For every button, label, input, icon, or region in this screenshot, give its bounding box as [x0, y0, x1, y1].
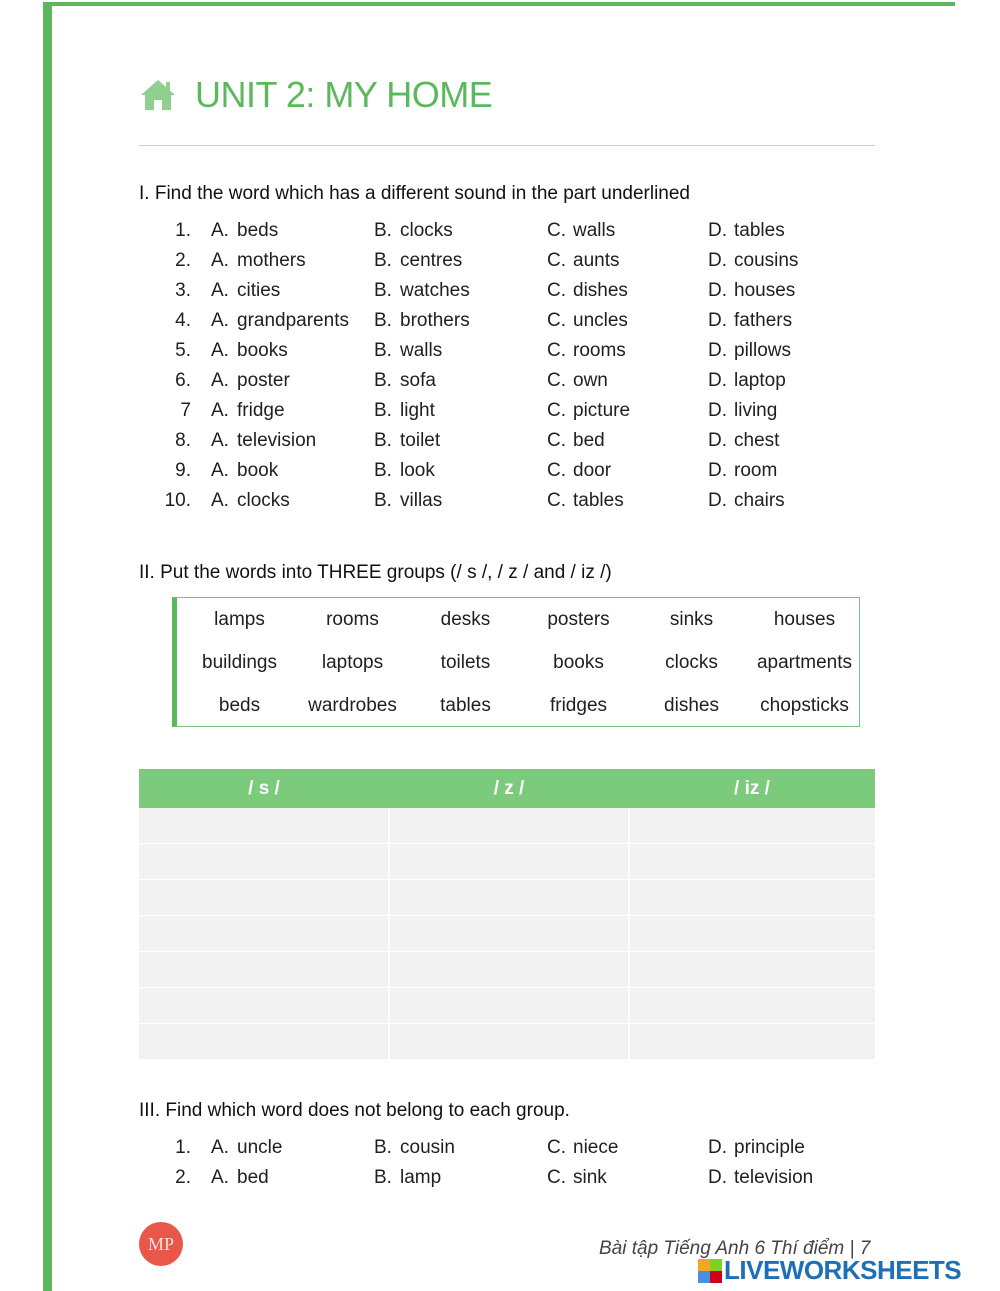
option-word: villas — [400, 490, 443, 511]
option-letter: A. — [211, 340, 229, 361]
option-word: chairs — [734, 490, 785, 511]
word-bank-item: dishes — [664, 695, 719, 716]
option-c — [547, 310, 628, 332]
option-letter: A. — [211, 460, 229, 481]
option-letter: C. — [547, 490, 566, 511]
option-word: brothers — [400, 310, 470, 331]
option-word: grandparents — [237, 310, 349, 331]
option-word: mothers — [237, 250, 306, 271]
section-3-questions — [139, 1137, 899, 1197]
option-d — [708, 220, 785, 242]
answer-cell-iz[interactable] — [629, 988, 875, 1024]
word-bank-item: beds — [218, 695, 261, 716]
column-header-iz: / iz / — [629, 769, 875, 808]
option-letter: B. — [374, 340, 392, 361]
word-bank-item: desks — [440, 609, 491, 630]
option-word: fridge — [237, 400, 285, 421]
answer-cell-iz[interactable] — [629, 844, 875, 880]
answer-cell-z[interactable] — [389, 1024, 629, 1060]
option-word: door — [573, 460, 612, 481]
option-d — [708, 340, 791, 362]
option-letter: B. — [374, 1137, 392, 1158]
table-row — [139, 952, 875, 988]
word-grid — [183, 606, 861, 735]
option-a — [211, 310, 349, 332]
option-letter: C. — [547, 250, 566, 271]
option-word: uncles — [573, 310, 628, 331]
option-word: toilet — [400, 430, 441, 451]
answer-cell-iz[interactable] — [629, 808, 875, 844]
option-a — [211, 250, 306, 272]
option-word: living — [734, 400, 778, 421]
option-letter: C. — [547, 430, 566, 451]
page-title: UNIT 2: MY HOME — [195, 74, 493, 115]
option-word: laptop — [734, 370, 786, 391]
question-row — [139, 340, 899, 370]
question-number: 10. — [164, 490, 191, 511]
option-word: walls — [400, 340, 443, 361]
option-a — [211, 400, 285, 422]
option-a — [211, 460, 278, 482]
option-letter: C. — [547, 460, 566, 481]
answer-cell-iz[interactable] — [629, 1024, 875, 1060]
option-word: dishes — [573, 280, 628, 301]
option-word: watches — [400, 280, 470, 301]
option-c — [547, 490, 624, 512]
answer-cell-iz[interactable] — [629, 880, 875, 916]
answer-cell-z[interactable] — [389, 880, 629, 916]
word-bank-item: clocks — [665, 652, 718, 673]
table-row — [139, 844, 875, 880]
option-word: chest — [734, 430, 780, 451]
option-letter: A. — [211, 250, 229, 271]
option-letter: C. — [547, 280, 566, 301]
option-d — [708, 460, 777, 482]
answer-cell-s[interactable] — [139, 1024, 389, 1060]
option-d — [708, 250, 798, 272]
question-row — [139, 250, 899, 280]
question-number: 7 — [180, 400, 191, 421]
option-word: cousins — [734, 250, 799, 271]
option-letter: A. — [211, 490, 229, 511]
answer-cell-s[interactable] — [139, 880, 389, 916]
option-letter: D. — [708, 220, 727, 241]
watermark-text: LIVEWORKSHEETS — [724, 1255, 962, 1285]
option-letter: D. — [708, 400, 727, 421]
answer-cell-s[interactable] — [139, 844, 389, 880]
option-c — [547, 400, 630, 422]
option-word: principle — [734, 1137, 805, 1158]
word-bank-item: tables — [440, 695, 491, 716]
answer-cell-iz[interactable] — [629, 916, 875, 952]
answer-cell-s[interactable] — [139, 916, 389, 952]
question-number: 3. — [175, 280, 191, 301]
option-d — [708, 430, 779, 452]
option-b — [374, 250, 462, 272]
word-bank-item: toilets — [440, 652, 491, 673]
option-c — [547, 1167, 607, 1189]
option-word: aunts — [573, 250, 620, 271]
table-row — [139, 808, 875, 844]
option-letter: D. — [708, 370, 727, 391]
option-word: light — [400, 400, 435, 421]
option-b — [374, 310, 470, 332]
option-letter: B. — [374, 430, 392, 451]
option-d — [708, 490, 785, 512]
option-word: cousin — [400, 1137, 455, 1158]
option-letter: B. — [374, 400, 392, 421]
word-bank-item: apartments — [756, 652, 853, 673]
option-word: beds — [237, 220, 279, 241]
option-letter: D. — [708, 310, 727, 331]
option-c — [547, 340, 626, 362]
question-number: 1. — [175, 220, 191, 241]
question-number: 5. — [175, 340, 191, 361]
word-bank-item: laptops — [321, 652, 384, 673]
option-word: bed — [237, 1167, 269, 1188]
section-3-heading: III. Find which word does not belong to each group. — [139, 1100, 570, 1121]
question-number: 8. — [175, 430, 191, 451]
option-word: uncle — [237, 1137, 283, 1158]
option-word: cities — [237, 280, 281, 301]
option-a — [211, 1137, 282, 1159]
word-bank-item: houses — [773, 609, 836, 630]
word-bank-item: books — [553, 652, 604, 673]
option-word: sofa — [400, 370, 436, 391]
option-d — [708, 310, 792, 332]
option-b — [374, 1137, 455, 1159]
option-d — [708, 370, 786, 392]
sound-groups-table — [139, 769, 875, 1060]
option-word: picture — [573, 400, 631, 421]
option-a — [211, 280, 280, 302]
option-word: tables — [734, 220, 785, 241]
option-b — [374, 220, 453, 242]
word-bank-item: rooms — [326, 609, 379, 630]
option-letter: D. — [708, 280, 727, 301]
question-number: 9. — [175, 460, 191, 481]
option-word: fathers — [734, 310, 793, 331]
question-row — [139, 370, 899, 400]
option-letter: A. — [211, 370, 229, 391]
option-letter: C. — [547, 340, 566, 361]
answer-cell-iz[interactable] — [629, 952, 875, 988]
table-row — [139, 1024, 875, 1060]
question-number: 2. — [175, 250, 191, 271]
option-letter: B. — [374, 280, 392, 301]
option-letter: D. — [708, 1137, 727, 1158]
option-word: books — [237, 340, 288, 361]
option-letter: A. — [211, 220, 229, 241]
question-row — [139, 490, 899, 520]
option-letter: B. — [374, 370, 392, 391]
option-a — [211, 370, 290, 392]
option-c — [547, 370, 608, 392]
word-bank-item: sinks — [669, 609, 714, 630]
option-word: lamp — [400, 1167, 442, 1188]
question-row — [139, 460, 899, 490]
option-d — [708, 1167, 813, 1189]
section-1-heading: I. Find the word which has a different sound in the part underlined — [139, 183, 690, 204]
option-letter: B. — [374, 1167, 392, 1188]
section-1-questions — [139, 220, 899, 520]
option-letter: A. — [211, 280, 229, 301]
answer-cell-z[interactable] — [389, 916, 629, 952]
question-row — [139, 430, 899, 460]
option-letter: C. — [547, 310, 566, 331]
option-b — [374, 400, 435, 422]
word-bank — [172, 597, 860, 727]
header-divider — [139, 145, 875, 146]
option-letter: A. — [211, 1137, 229, 1158]
column-header-s: / s / — [139, 769, 389, 808]
option-word: centres — [400, 250, 463, 271]
question-row — [139, 1137, 899, 1167]
option-c — [547, 220, 615, 242]
option-word: pillows — [734, 340, 792, 361]
question-row — [139, 280, 899, 310]
option-letter: C. — [547, 1167, 566, 1188]
option-c — [547, 1137, 618, 1159]
option-word: room — [734, 460, 778, 481]
word-bank-item: fridges — [549, 695, 608, 716]
answer-cell-z[interactable] — [389, 988, 629, 1024]
table-row — [139, 880, 875, 916]
question-row — [139, 400, 899, 430]
question-number: 2. — [175, 1167, 191, 1188]
option-a — [211, 220, 278, 242]
answer-cell-s[interactable] — [139, 952, 389, 988]
option-d — [708, 1137, 805, 1159]
option-a — [211, 1167, 269, 1189]
option-letter: B. — [374, 250, 392, 271]
option-letter: D. — [708, 460, 727, 481]
question-number: 1. — [175, 1137, 191, 1158]
option-word: poster — [237, 370, 290, 391]
publisher-logo: MP — [139, 1222, 183, 1266]
question-row — [139, 220, 899, 250]
option-word: tables — [573, 490, 624, 511]
option-letter: A. — [211, 430, 229, 451]
question-row — [139, 310, 899, 340]
option-letter: C. — [547, 400, 566, 421]
question-number: 6. — [175, 370, 191, 391]
option-word: rooms — [573, 340, 626, 361]
liveworksheets-watermark — [698, 1255, 961, 1286]
page-header — [139, 74, 492, 116]
option-word: clocks — [400, 220, 453, 241]
option-b — [374, 280, 470, 302]
option-letter: C. — [547, 370, 566, 391]
option-c — [547, 280, 628, 302]
option-letter: B. — [374, 460, 392, 481]
question-number: 4. — [175, 310, 191, 331]
option-letter: D. — [708, 250, 727, 271]
option-b — [374, 490, 442, 512]
table-row — [139, 988, 875, 1024]
option-letter: C. — [547, 1137, 566, 1158]
option-b — [374, 430, 440, 452]
option-word: book — [237, 460, 279, 481]
section-2-heading: II. Put the words into THREE groups (/ s /, / z / and / iz /) — [139, 562, 612, 583]
option-letter: A. — [211, 1167, 229, 1188]
word-bank-item: chopsticks — [760, 695, 849, 716]
option-word: bed — [573, 430, 605, 451]
word-bank-item: posters — [547, 609, 610, 630]
top-accent-bar — [43, 2, 955, 6]
left-accent-bar — [43, 4, 52, 1291]
option-letter: D. — [708, 430, 727, 451]
question-row — [139, 1167, 899, 1197]
option-word: clocks — [237, 490, 290, 511]
answer-cell-z[interactable] — [389, 808, 629, 844]
option-word: sink — [573, 1167, 607, 1188]
option-letter: D. — [708, 1167, 727, 1188]
option-letter: D. — [708, 490, 727, 511]
answer-cell-z[interactable] — [389, 952, 629, 988]
option-word: walls — [573, 220, 616, 241]
option-letter: C. — [547, 220, 566, 241]
option-d — [708, 400, 777, 422]
option-word: television — [734, 1167, 814, 1188]
footer-text: Bài tập Tiếng Anh 6 Thí điểm | 7 — [599, 1238, 871, 1259]
option-c — [547, 460, 611, 482]
table-row — [139, 916, 875, 952]
option-word: look — [400, 460, 435, 481]
word-bank-item: wardrobes — [308, 695, 397, 716]
option-d — [708, 280, 795, 302]
option-a — [211, 430, 316, 452]
option-letter: B. — [374, 220, 392, 241]
option-letter: B. — [374, 490, 392, 511]
cubes-icon — [698, 1259, 722, 1283]
option-word: own — [573, 370, 608, 391]
answer-cell-s[interactable] — [139, 988, 389, 1024]
option-letter: D. — [708, 340, 727, 361]
option-word: niece — [573, 1137, 619, 1158]
home-icon — [139, 78, 177, 112]
option-a — [211, 340, 288, 362]
answer-cell-s[interactable] — [139, 808, 389, 844]
word-bank-item: buildings — [202, 652, 277, 673]
option-c — [547, 250, 619, 272]
option-letter: B. — [374, 310, 392, 331]
option-b — [374, 370, 436, 392]
option-word: houses — [734, 280, 796, 301]
column-header-z: / z / — [389, 769, 629, 808]
option-b — [374, 340, 442, 362]
option-b — [374, 1167, 441, 1189]
option-c — [547, 430, 605, 452]
option-letter: A. — [211, 310, 229, 331]
option-a — [211, 490, 290, 512]
option-letter: A. — [211, 400, 229, 421]
answer-cell-z[interactable] — [389, 844, 629, 880]
option-word: television — [237, 430, 317, 451]
option-b — [374, 460, 435, 482]
word-bank-item: lamps — [214, 609, 265, 630]
